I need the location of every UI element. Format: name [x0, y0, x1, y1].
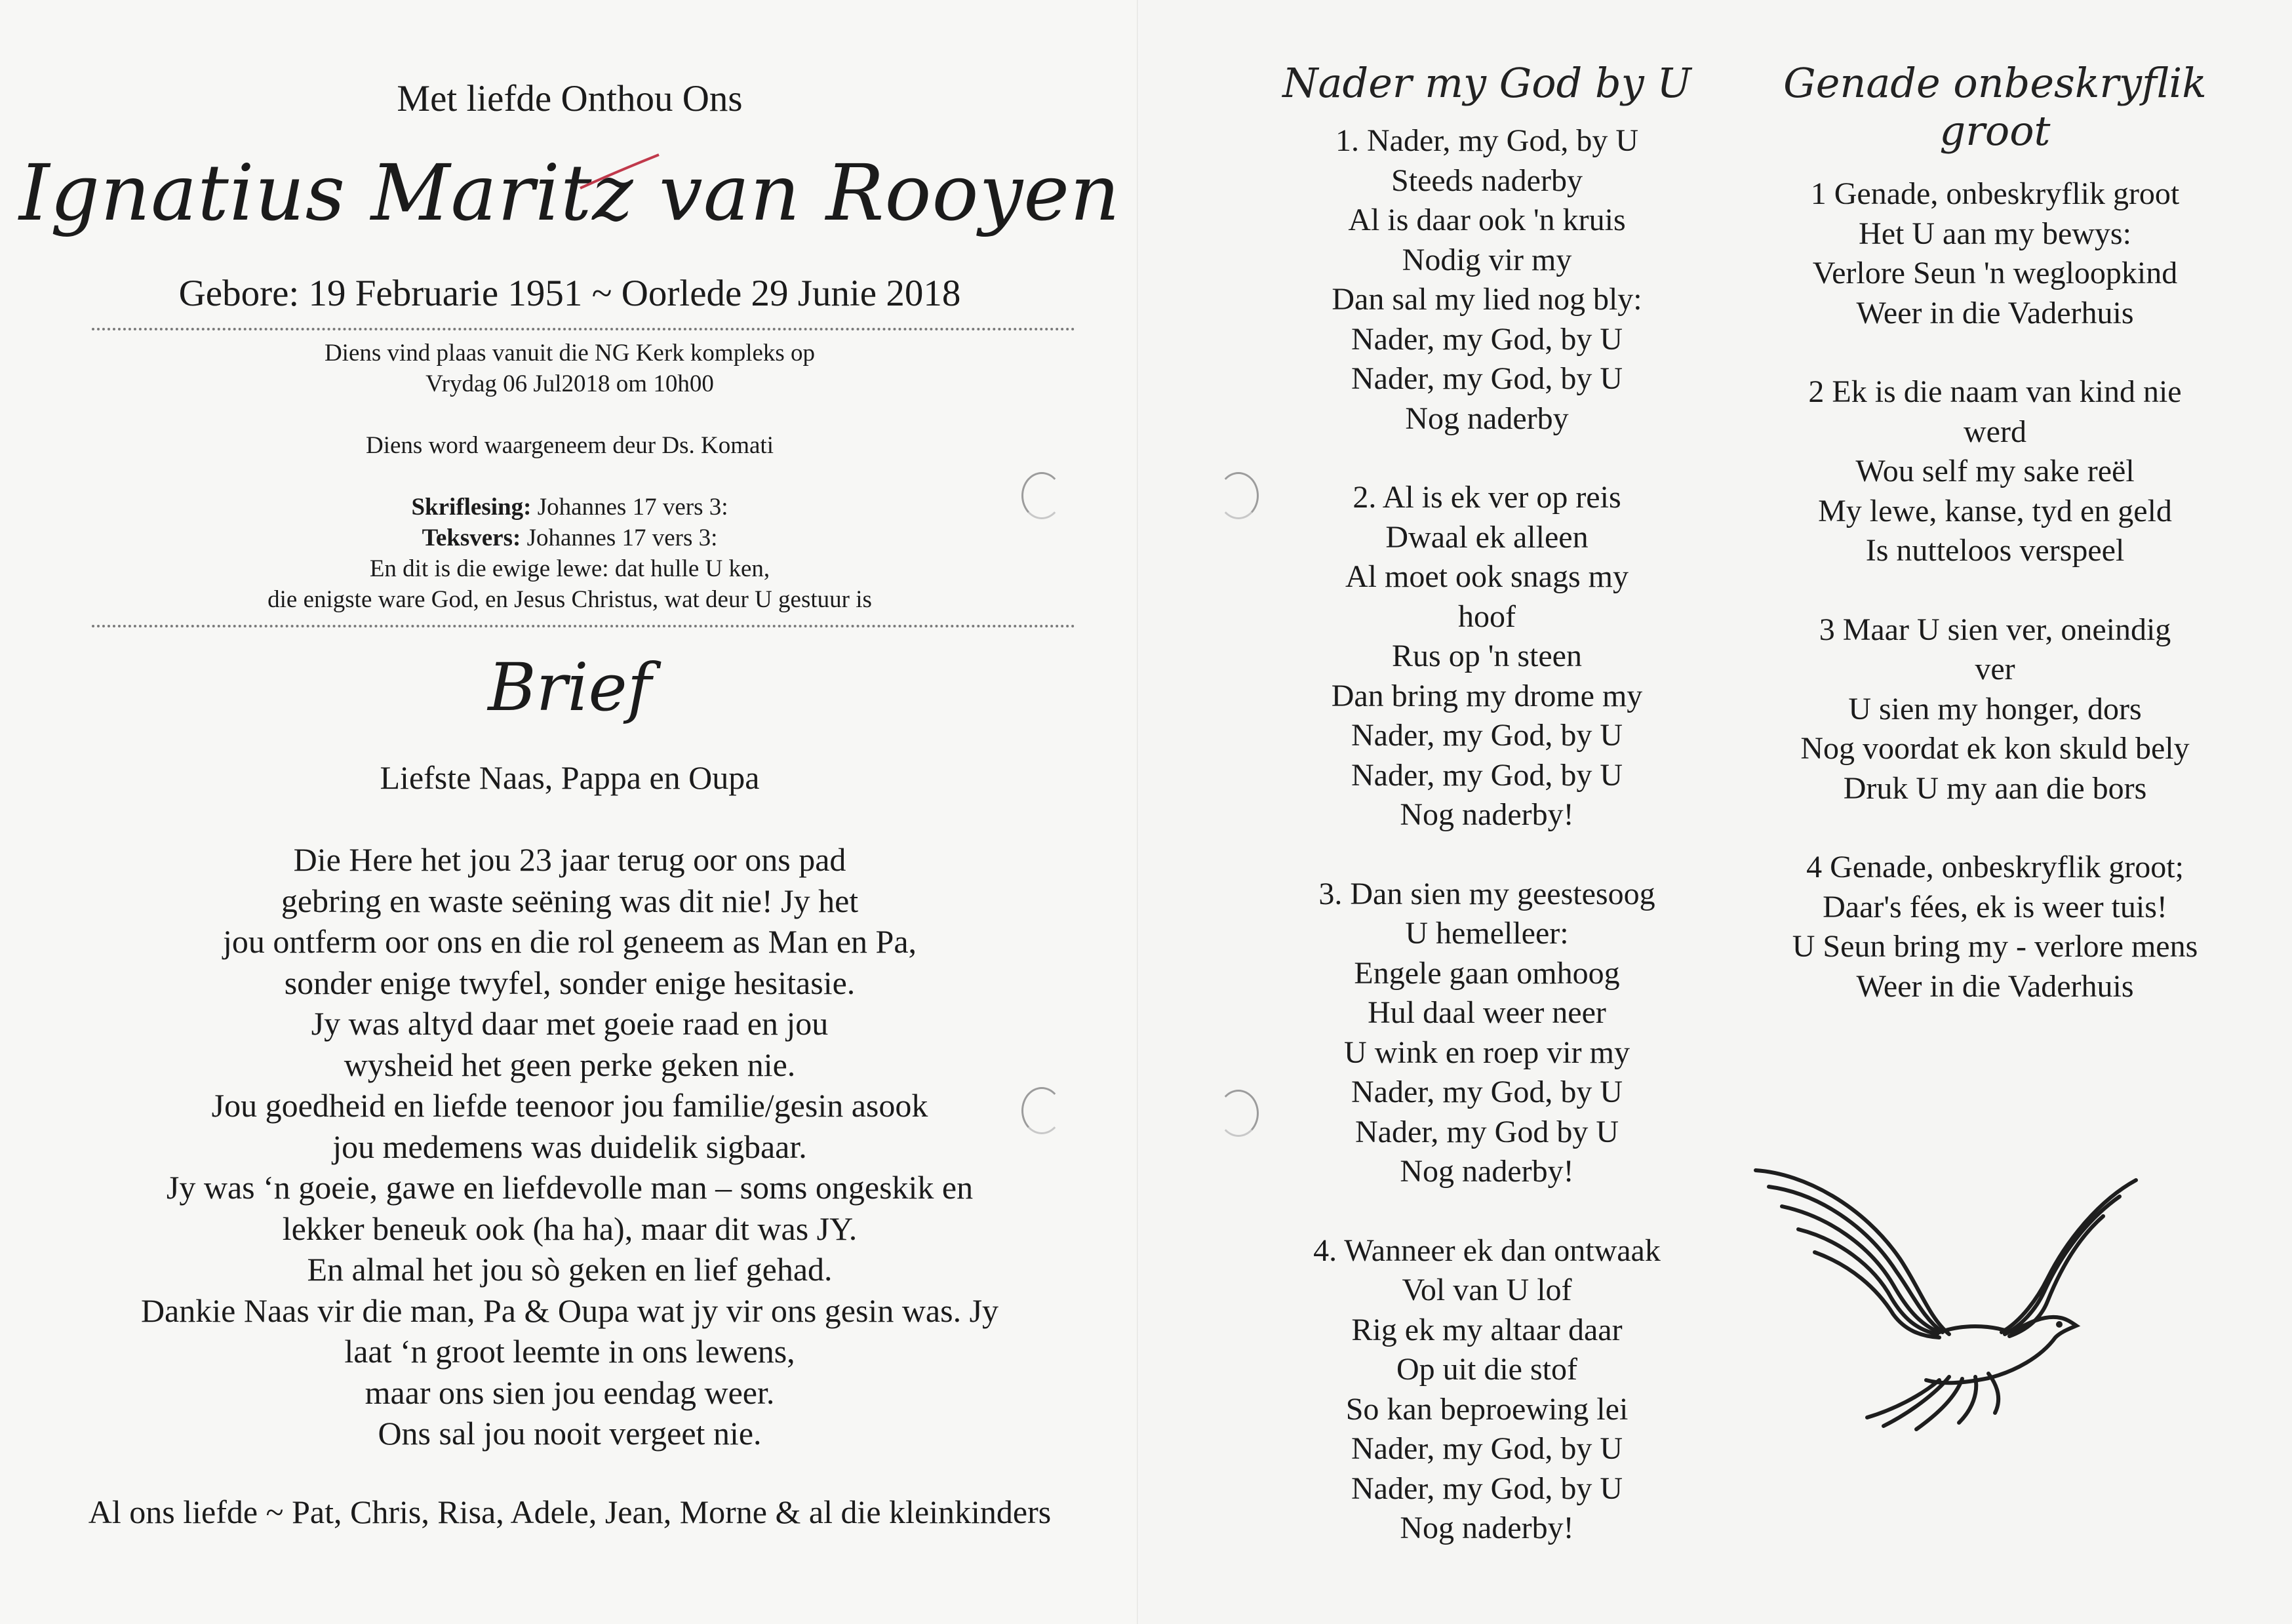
hymn-nader-my-god [1231, 59, 1743, 1588]
verse-line: Al moet ook snags my [1345, 559, 1629, 594]
text-ref: Johannes 17 vers 3: [526, 525, 718, 551]
verse-line: Nog naderby! [1400, 1511, 1574, 1545]
memorial-header: Met liefde Onthou Ons [397, 78, 743, 119]
hymn-verse [1231, 478, 1743, 835]
letter-title: Brief [488, 649, 652, 726]
name-accent-stroke [577, 152, 662, 191]
letter-body [0, 839, 1139, 1454]
verse-line: U wink en roep vir my [1344, 1035, 1630, 1070]
letter-line: maar ons sien jou eendag weer. [365, 1374, 775, 1411]
verse-line: U hemelleer: [1405, 916, 1569, 951]
verse-line: 3 Maar U sien ver, oneindig [1819, 612, 2171, 647]
punch-hole [1021, 472, 1062, 519]
verse-line: Het U aan my bewys: [1859, 216, 2131, 251]
scripture-label: Skriflesing: [411, 494, 532, 521]
letter-line: Jy was ‘n goeie, gawe en liefdevolle man – soms ongeskik en [166, 1169, 974, 1206]
hymn-verse [1231, 875, 1743, 1192]
verse-line: U sien my honger, dors [1848, 691, 2142, 726]
verse-line: Is nutteloos verspeel [1865, 533, 2125, 568]
dove-icon [1752, 1160, 2139, 1436]
verse-line: Dan bring my drome my [1331, 678, 1643, 713]
letter-line: En almal het jou sò geken en lief gehad. [307, 1251, 833, 1288]
verse-line: hoof [1458, 599, 1516, 634]
verse-line: Weer in die Vaderhuis [1856, 295, 2134, 330]
verse-line: Al is daar ook 'n kruis [1348, 203, 1626, 237]
text-quote: En dit is die ewige lewe: dat hulle U ken, [369, 555, 770, 582]
verse-line: Nodig vir my [1402, 242, 1572, 277]
letter-line: jou medemens was duidelik sigbaar. [332, 1128, 807, 1165]
verse-line: Vol van U lof [1402, 1273, 1572, 1307]
right-panel [1139, 0, 2292, 1624]
verse-line: Nader, my God, by U [1351, 757, 1623, 793]
verse-line: Hul daal weer neer [1368, 995, 1606, 1030]
signoff: Al ons liefde ~ Pat, Chris, Risa, Adele, Jean, Morne & al die kleinkinders [88, 1494, 1052, 1530]
hymn-verse [1726, 372, 2264, 571]
punch-hole [1021, 1087, 1062, 1134]
verse-line: Nader, my God, by U [1351, 1075, 1623, 1109]
verse-line: 1. Nader, my God, by U [1335, 123, 1638, 158]
name-first: Ignatius [18, 148, 346, 238]
deceased-name [0, 148, 1139, 238]
verse-line: 4. Wanneer ek dan ontwaak [1313, 1233, 1661, 1268]
verse-line: Engele gaan omhoog [1354, 955, 1620, 991]
text-label: Teksvers: [422, 525, 521, 551]
hymn-verse [1726, 610, 2264, 809]
service-line: Diens vind plaas vanuit die NG Kerk kompleks op [324, 340, 816, 366]
hymn-verse [1231, 1231, 1743, 1549]
letter-line: Die Here het jou 23 jaar terug oor ons pad [293, 841, 846, 878]
verse-line: Nader, my God, by U [1351, 1431, 1623, 1466]
verse-line: ver [1975, 652, 2015, 686]
divider-bottom [92, 625, 1075, 627]
letter-line: lekker beneuk ook (ha ha), maar dit was JY. [282, 1210, 858, 1247]
letter-line: jou ontferm oor ons en die rol geneem as Man en Pa, [222, 923, 917, 960]
verse-line: 1 Genade, onbeskryflik groot [1810, 176, 2180, 211]
letter-line: Jy was altyd daar met goeie raad en jou [311, 1005, 829, 1042]
service-info [0, 338, 1139, 615]
verse-line: Weer in die Vaderhuis [1856, 968, 2134, 1004]
left-panel [0, 0, 1139, 1624]
letter-line: wysheid het geen perke geken nie. [344, 1046, 796, 1083]
verse-line: werd [1964, 414, 2026, 449]
hymn-verse [1726, 848, 2264, 1006]
letter-line: gebring en waste seëning was dit nie! Jy het [281, 882, 859, 919]
hymn-verse [1726, 174, 2264, 333]
scripture-ref: Johannes 17 vers 3: [537, 494, 728, 521]
verse-line: Nog voordat ek kon skuld bely [1800, 731, 2190, 766]
letter-line: Ons sal jou nooit vergeet nie. [378, 1415, 762, 1452]
verse-line: Daar's fées, ek is weer tuis! [1823, 889, 2167, 924]
name-middle: Maritz [370, 148, 634, 238]
verse-line: Wou self my sake reël [1855, 454, 2135, 488]
verse-line: Dan sal my lied nog bly: [1332, 282, 1642, 317]
verse-line: Nader, my God, by U [1351, 718, 1623, 753]
text-quote: die enigste ware God, en Jesus Christus, wat deur U gestuur is [267, 586, 872, 613]
letter-line: laat ‘n groot leemte in ons lewens, [344, 1333, 795, 1370]
verse-line: Steeds naderby [1391, 163, 1583, 198]
hymn-title: Nader my God by U [1282, 59, 1691, 107]
letter-line: Dankie Naas vir die man, Pa & Oupa wat jy vir ons gesin was. Jy [140, 1292, 999, 1329]
hymn-title: Genade onbeskryflik groot [1783, 59, 2207, 155]
verse-line: 4 Genade, onbeskryflik groot; [1806, 850, 2184, 884]
verse-line: Druk U my aan die bors [1843, 770, 2147, 806]
salutation: Liefste Naas, Pappa en Oupa [380, 759, 760, 796]
name-last: van Rooyen [659, 148, 1121, 238]
verse-line: Nader, my God, by U [1351, 1471, 1623, 1506]
verse-line: 2 Ek is die naam van kind nie [1808, 374, 2182, 409]
verse-line: Verlore Seun 'n wegloopkind [1812, 256, 2178, 290]
divider-top [92, 328, 1075, 330]
text-line [0, 523, 1139, 553]
verse-line: Nog naderby! [1400, 1154, 1574, 1189]
verse-line: 3. Dan sien my geestesoog [1318, 876, 1655, 911]
verse-line: Dwaal ek alleen [1385, 519, 1589, 555]
verse-line: My lewe, kanse, tyd en geld [1818, 493, 2172, 528]
verse-line: So kan beproewing lei [1345, 1391, 1629, 1427]
hymn-genade [1726, 59, 2264, 1046]
minister-line: Diens word waargeneem deur Ds. Komati [366, 432, 774, 459]
scripture-line [0, 492, 1139, 523]
verse-line: Nader, my God by U [1355, 1114, 1619, 1149]
verse-line: Nader, my God, by U [1351, 321, 1623, 357]
service-line: Vrydag 06 Jul2018 om 10h00 [425, 370, 714, 397]
verse-line: Rig ek my altaar daar [1351, 1312, 1623, 1347]
letter-line: Jou goedheid en liefde teenoor jou familie/gesin asook [211, 1087, 928, 1124]
letter-line: sonder enige twyfel, sonder enige hesitasie. [284, 964, 856, 1001]
verse-line: Op uit die stof [1396, 1352, 1577, 1387]
verse-line: Rus op 'n steen [1392, 639, 1582, 673]
verse-line: U Seun bring my - verlore mens [1792, 929, 2198, 964]
verse-line: Nog naderby [1405, 401, 1569, 436]
life-dates: Gebore: 19 Februarie 1951 ~ Oorlede 29 Junie 2018 [178, 273, 961, 314]
hymn-verse [1231, 121, 1743, 439]
verse-line: Nader, my God, by U [1351, 361, 1623, 396]
verse-line: 2. Al is ek ver op reis [1353, 480, 1621, 515]
verse-line: Nog naderby! [1400, 797, 1574, 832]
